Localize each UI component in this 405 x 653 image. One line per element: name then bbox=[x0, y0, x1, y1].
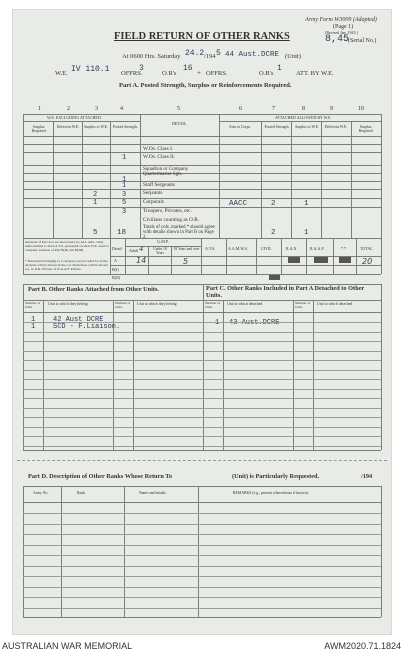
form-sheet bbox=[13, 10, 391, 634]
table-rule bbox=[23, 144, 381, 145]
detail-row-label: Civilians counting as O.R. bbox=[143, 217, 200, 223]
ruled-line bbox=[23, 597, 381, 598]
analysis-header: 18 Years and over bbox=[173, 247, 200, 251]
analysis-header: * * bbox=[341, 246, 346, 251]
army-form-label: Army Form W3009 (Adapted) bbox=[305, 17, 377, 23]
table-rule bbox=[381, 284, 382, 450]
table-rule bbox=[291, 121, 292, 238]
analysis-header: CIVIL bbox=[261, 246, 272, 251]
ruled-line bbox=[23, 576, 381, 577]
table-rule bbox=[23, 300, 381, 301]
analysis-header: Adult bbox=[129, 248, 139, 253]
table-rule bbox=[321, 121, 322, 238]
redaction-block bbox=[339, 257, 351, 263]
table-rule bbox=[23, 312, 381, 313]
part-c-col-header: Unit to which detached bbox=[227, 302, 263, 306]
table-rule bbox=[23, 189, 381, 190]
analysis-header: A.A.M.W.S. bbox=[228, 246, 248, 251]
ruled-line bbox=[23, 417, 381, 418]
table-rule bbox=[261, 121, 262, 238]
ors-value: 16 bbox=[183, 64, 193, 73]
analysis-note: Analysis of Part A to be shown here by ALL units. Only units entitled to have A.T.S. personnel on their W.E. need to complete analysis of Part B(II) and B(III). bbox=[25, 240, 109, 253]
redaction-block bbox=[314, 257, 328, 263]
part-b-col-header: Unit to which they belong bbox=[137, 302, 177, 306]
detail-row-label: Staff Sergeants bbox=[143, 182, 176, 188]
analysis-row-label: B(I) bbox=[112, 267, 119, 272]
ruled-line bbox=[23, 436, 381, 437]
year-prefix: /194 bbox=[204, 53, 216, 60]
ors-label: O.R's bbox=[162, 70, 177, 77]
table-rule bbox=[219, 121, 381, 122]
unit-label: (Unit) bbox=[285, 53, 301, 60]
table-rule bbox=[381, 114, 382, 274]
analysis-under18-value: 5 bbox=[183, 257, 189, 266]
ruled-line bbox=[23, 513, 381, 514]
detail-heading: DETAIL. bbox=[172, 121, 188, 126]
table-rule bbox=[171, 246, 172, 274]
surplus-cpls: 1 bbox=[93, 199, 98, 207]
page-label: (Page 1) bbox=[333, 24, 354, 30]
posted-ptes: 3 bbox=[122, 208, 127, 216]
table-rule bbox=[381, 486, 382, 617]
detail-row-label: Troopers, Privates, etc. bbox=[143, 208, 192, 214]
plus-sign: + bbox=[197, 69, 201, 77]
archive-caption bbox=[0, 640, 405, 653]
ruled-line bbox=[23, 322, 381, 323]
detail-row-label: W.Os. Class II. bbox=[143, 154, 176, 160]
table-rule bbox=[23, 207, 381, 208]
col-number: 10 bbox=[358, 106, 364, 112]
ruled-line bbox=[23, 587, 381, 588]
detail-row-label: Serjeants bbox=[143, 190, 163, 196]
part-b-col-header: Unit to which they belong bbox=[48, 302, 88, 306]
revised-label: (Revised Jan. 1943.) bbox=[325, 30, 358, 35]
posted-cpls: 5 bbox=[122, 199, 127, 207]
at-hrs-label: At 0600 Hrs. Saturday bbox=[122, 53, 181, 60]
ruled-line bbox=[23, 534, 381, 535]
we-label: W.E. bbox=[55, 70, 68, 77]
table-rule bbox=[110, 121, 111, 238]
analysis-row-label: B(II) bbox=[112, 275, 120, 280]
table-rule bbox=[23, 284, 24, 450]
ruled-line bbox=[23, 332, 381, 333]
form-title: FIELD RETURN OF OTHER RANKS bbox=[114, 31, 290, 42]
total-attached-surplus: 1 bbox=[304, 229, 309, 237]
part-c-col-header: Unit to which detached bbox=[317, 302, 353, 306]
table-rule bbox=[23, 198, 381, 199]
table-rule bbox=[23, 165, 381, 166]
surplus-sgts: 2 bbox=[93, 191, 98, 199]
col-header: Surplus to W.E. bbox=[84, 125, 108, 129]
arm-or-corps: AACC bbox=[229, 200, 248, 208]
ors2-value: 1 bbox=[277, 64, 282, 73]
posted-sqms: 1 bbox=[122, 176, 127, 184]
ruled-line bbox=[23, 446, 381, 447]
col-header: Surplus to W.E. bbox=[295, 125, 319, 129]
table-rule bbox=[23, 502, 381, 503]
col-number: 3 bbox=[95, 106, 98, 112]
part-c-row-count: 1 bbox=[215, 319, 220, 327]
part-c-col-header: Number of O.Rs. bbox=[205, 301, 221, 309]
analysis-header: Detail bbox=[112, 246, 122, 251]
unit-name: 44 Aust.DCRE bbox=[225, 51, 280, 59]
part-b-title: Part B. Other Ranks Attached from Other Units. bbox=[28, 286, 160, 293]
col-number: 5 bbox=[177, 106, 180, 112]
table-rule bbox=[140, 114, 141, 238]
detail-row-label: Squadron or Company Quartermaster Sgts. bbox=[143, 167, 189, 177]
offrs2-label: OFFRS. bbox=[206, 70, 228, 77]
we-excluding-heading: W.E. EXCLUDING ATTACHED. bbox=[47, 115, 102, 120]
caption-accession: AWM2020.71.1824 bbox=[324, 641, 401, 651]
serial-number: 8,45 bbox=[325, 34, 350, 45]
col-header: Deficient W.E. bbox=[56, 125, 80, 129]
part-c-row-unit: 43 Aust.DCRE bbox=[229, 319, 280, 327]
table-rule bbox=[23, 181, 381, 182]
analysis-header: Under 18 Years bbox=[153, 247, 167, 255]
offrs-value: 3 bbox=[139, 64, 144, 73]
part-d-col-header: Name and initials. bbox=[139, 491, 167, 495]
we-value: IV 110.1 bbox=[71, 65, 110, 74]
ruled-line bbox=[23, 398, 381, 399]
part-b-row-count: 1 bbox=[31, 316, 36, 324]
analysis-adult-value: 14 bbox=[136, 256, 147, 265]
part-a-title: Part A. Posted Strength, Surplus or Reinforcements Required. bbox=[119, 82, 292, 89]
detail-row-label: Corporals bbox=[143, 199, 164, 205]
part-b-row-unit: 42 Aust DCRE bbox=[53, 316, 104, 324]
part-c-col-header: Number of O.Rs. bbox=[295, 301, 311, 309]
ruled-line bbox=[23, 351, 381, 352]
redaction-block bbox=[288, 257, 300, 263]
col-header: Surplus. Required. bbox=[358, 125, 374, 133]
ruled-line bbox=[23, 370, 381, 371]
total-posted: 18 bbox=[117, 229, 127, 237]
perforation-line bbox=[17, 460, 387, 461]
ruled-line bbox=[23, 524, 381, 525]
part-d-title-cont: (Unit) is Particularly Requested. bbox=[232, 473, 320, 480]
return-date: 24.2 bbox=[185, 49, 205, 58]
table-rule bbox=[219, 114, 220, 238]
attached-allowed-heading: ATTACHED ALLOWED BY W.E. bbox=[275, 115, 332, 120]
posted-wo1: 1 bbox=[122, 154, 127, 162]
ruled-line bbox=[23, 555, 381, 556]
attached-posted: 2 bbox=[271, 200, 276, 208]
col-header: Arm or Corps. bbox=[228, 125, 252, 129]
table-rule bbox=[23, 486, 381, 487]
col-header: Posted Strength. bbox=[264, 125, 290, 129]
redaction-block bbox=[269, 275, 280, 280]
table-rule bbox=[351, 121, 352, 238]
table-rule bbox=[53, 121, 54, 238]
serial-no-label: (Serial No.) bbox=[348, 38, 377, 44]
ruled-line bbox=[23, 427, 381, 428]
col-number: 7 bbox=[272, 106, 275, 112]
col-header: Posted Strength. bbox=[113, 125, 138, 129]
analysis-footnote: * Personnel belonging to a category not provided for in the analysis will be shown in the col. Particulars will be shown e.g. as O.R. Private of W.A.A.F. Private. bbox=[25, 259, 108, 272]
part-d-col-header: Army No. bbox=[33, 491, 49, 495]
analysis-total-value: 20 bbox=[362, 257, 373, 266]
part-d-date: /194 bbox=[361, 473, 373, 480]
col-header: Deficient W.E. bbox=[324, 125, 348, 129]
analysis-header: TOTAL bbox=[360, 246, 373, 251]
ors2-label: O.R's bbox=[259, 70, 274, 77]
table-rule bbox=[23, 617, 381, 618]
total-surplus: 5 bbox=[93, 229, 98, 237]
att-label: ATT. BY W.E. bbox=[296, 70, 334, 77]
table-rule bbox=[23, 450, 381, 451]
analysis-header: R.A.N. bbox=[286, 246, 298, 251]
table-rule bbox=[23, 136, 381, 137]
table-rule bbox=[110, 265, 381, 266]
ruled-line bbox=[23, 545, 381, 546]
analysis-header: A.T.S. bbox=[205, 246, 216, 251]
attached-surplus: 1 bbox=[304, 200, 309, 208]
col-number: 2 bbox=[67, 106, 70, 112]
part-b-col-header: Number of O.Rs. bbox=[115, 301, 131, 309]
part-d-col-header: REMARKS (e.g., present whereabouts if known). bbox=[233, 491, 309, 495]
ruled-line bbox=[23, 408, 381, 409]
ruled-line bbox=[23, 389, 381, 390]
total-attached-posted: 2 bbox=[271, 229, 276, 237]
table-rule bbox=[23, 114, 24, 274]
gmp-heading: G.M.P. bbox=[157, 239, 169, 244]
ruled-line bbox=[23, 360, 381, 361]
col-number: 4 bbox=[120, 106, 123, 112]
col-number: 9 bbox=[330, 106, 333, 112]
year-digit: 5 bbox=[216, 49, 221, 58]
analysis-adult-handwritten: 4 bbox=[139, 245, 144, 253]
detail-row-label: Totals of cols. marked * should agree with details shown in Part B on Page 2. bbox=[143, 225, 215, 240]
ruled-line bbox=[23, 566, 381, 567]
posted-sgts: 3 bbox=[122, 191, 127, 199]
table-rule bbox=[148, 246, 149, 274]
col-number: 1 bbox=[38, 106, 41, 112]
detail-row-label: W.Os. Class I. bbox=[143, 146, 174, 152]
part-d-title: Part D. Description of Other Ranks Whose Return To bbox=[28, 473, 173, 480]
ruled-line bbox=[23, 608, 381, 609]
table-rule bbox=[203, 284, 204, 450]
caption-source: AUSTRALIAN WAR MEMORIAL bbox=[2, 641, 133, 651]
part-d-col-header: Rank. bbox=[77, 491, 86, 495]
table-rule bbox=[82, 121, 83, 238]
col-number: 6 bbox=[239, 106, 242, 112]
ruled-line bbox=[23, 379, 381, 380]
posted-staff-sgts: 1 bbox=[122, 182, 127, 190]
table-rule bbox=[23, 152, 381, 153]
part-b-row-count: 1 bbox=[31, 323, 36, 331]
part-c-title: Part C. Other Ranks Included in Part A Detached to Other Units. bbox=[206, 285, 365, 300]
part-b-col-header: Number of O.Rs. bbox=[25, 301, 41, 309]
col-number: 8 bbox=[302, 106, 305, 112]
analysis-row-label: A bbox=[114, 258, 117, 263]
part-b-row-unit: SCD - F.Liaison. bbox=[53, 323, 121, 331]
offrs-label: OFFRS. bbox=[121, 70, 143, 77]
col-header: Surplus. Required. bbox=[31, 125, 47, 133]
table-rule bbox=[23, 274, 381, 275]
analysis-header: R.A.A.F. bbox=[310, 246, 325, 251]
ruled-line bbox=[23, 341, 381, 342]
